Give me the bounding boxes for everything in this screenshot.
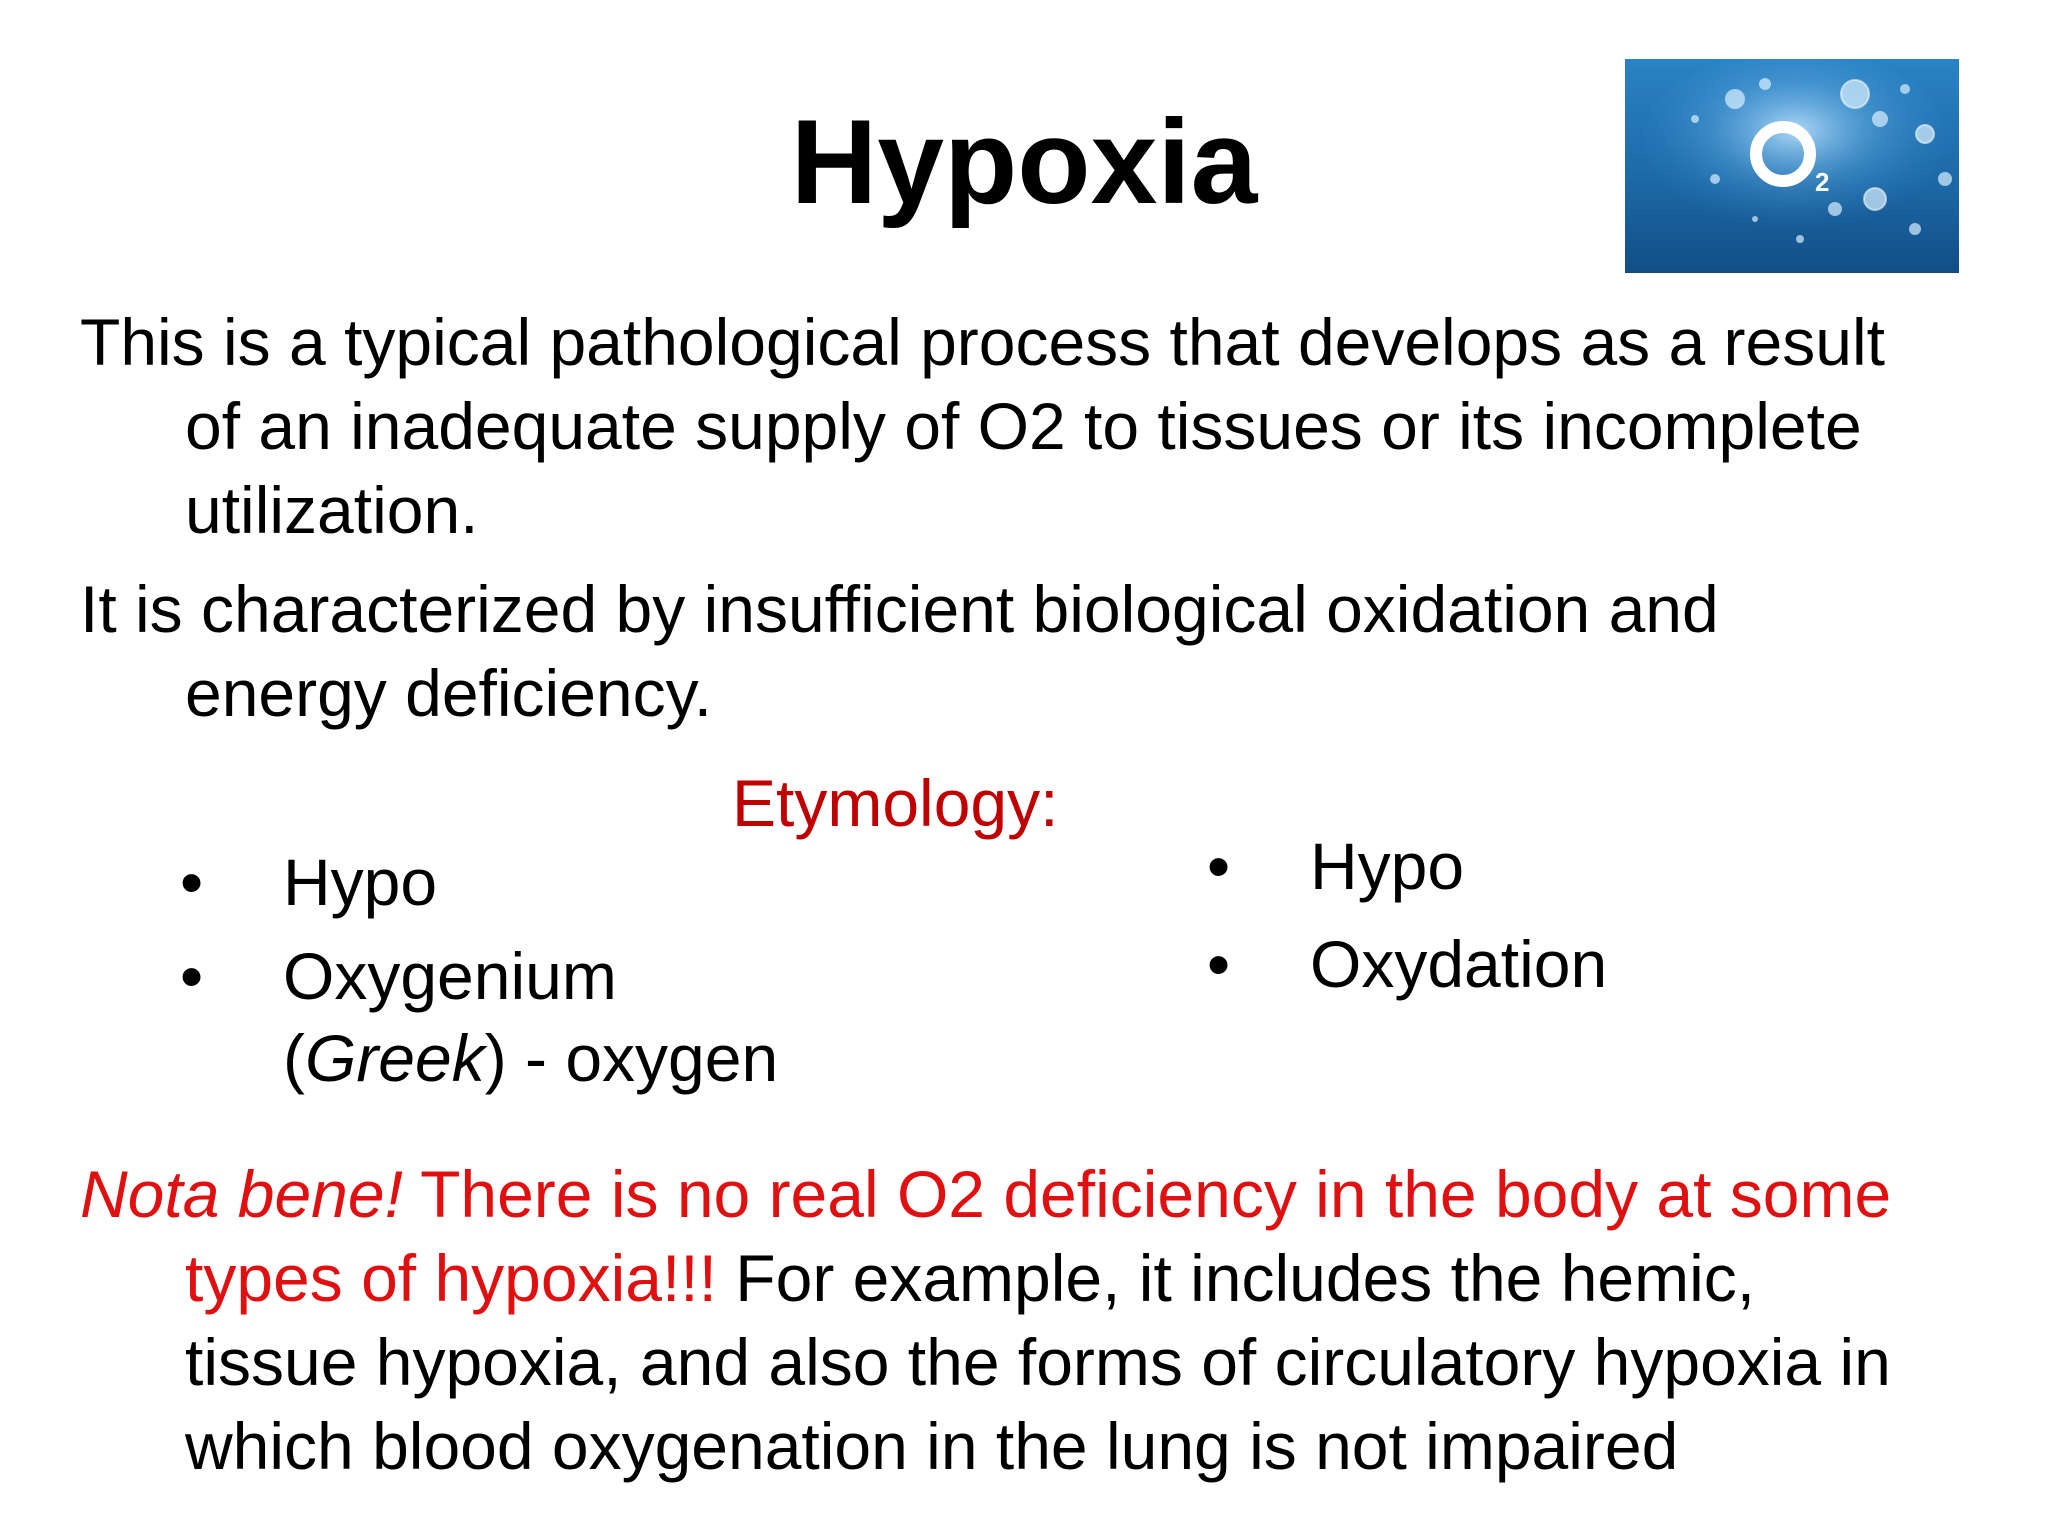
greek-word: Greek (304, 1021, 485, 1095)
etymology-left-item-2-line-2 (283, 1017, 778, 1099)
etymology-left-item-1: Hypo (283, 845, 438, 919)
etymology-left-item-2-line-1: Oxygenium (283, 939, 617, 1013)
definition-line-2: of an inadequate supply of O2 to tissues or its incomplete (185, 389, 1862, 463)
bullet-icon: • (1207, 927, 1231, 1001)
bullet-icon: • (1207, 829, 1231, 903)
nota-black-text-2: For example, it includes the hemic, (716, 1241, 1756, 1315)
nota-bene-paragraph (80, 1152, 1980, 1488)
characterization-paragraph (80, 567, 1980, 735)
bullet-icon: • (180, 939, 204, 1013)
nota-line-4: which blood oxygenation in the lung is not impaired (185, 1409, 1679, 1483)
etymology-right-list (1207, 825, 1607, 1021)
open-paren: ( (283, 1021, 305, 1095)
list-item (1207, 825, 1607, 907)
nota-line-3: tissue hypoxia, and also the forms of circulatory hypoxia in (185, 1325, 1891, 1399)
definition-line-3: utilization. (185, 473, 479, 547)
nota-bene-label: Nota bene! (80, 1157, 403, 1231)
etymology-left-list (180, 841, 778, 1111)
nota-line-2 (80, 1236, 1980, 1320)
characterization-line-2: energy deficiency. (185, 656, 713, 730)
oxygen-translation: ) - oxygen (484, 1021, 779, 1095)
list-item (180, 935, 778, 1099)
nota-red-text-1: There is no real O2 deficiency in the body at some (402, 1157, 1892, 1231)
definition-paragraph (80, 300, 1980, 552)
etymology-right-item-2: Oxydation (1310, 927, 1608, 1001)
list-item (1207, 923, 1607, 1005)
definition-line-1: This is a typical pathological process that develops as a result (80, 305, 1885, 379)
list-item (180, 841, 778, 923)
nota-line-1 (80, 1152, 1980, 1236)
o2-subscript: 2 (1815, 167, 1830, 197)
slide-title: Hypoxia (790, 95, 1258, 229)
etymology-right-item-1: Hypo (1310, 829, 1465, 903)
characterization-line-1: It is characterized by insufficient biological oxidation and (80, 572, 1719, 646)
etymology-heading: Etymology: (732, 766, 1059, 840)
o2-bubbles-image (1625, 59, 1959, 273)
bullet-icon: • (180, 845, 204, 919)
nota-red-text-2: types of hypoxia!!! (185, 1241, 717, 1315)
